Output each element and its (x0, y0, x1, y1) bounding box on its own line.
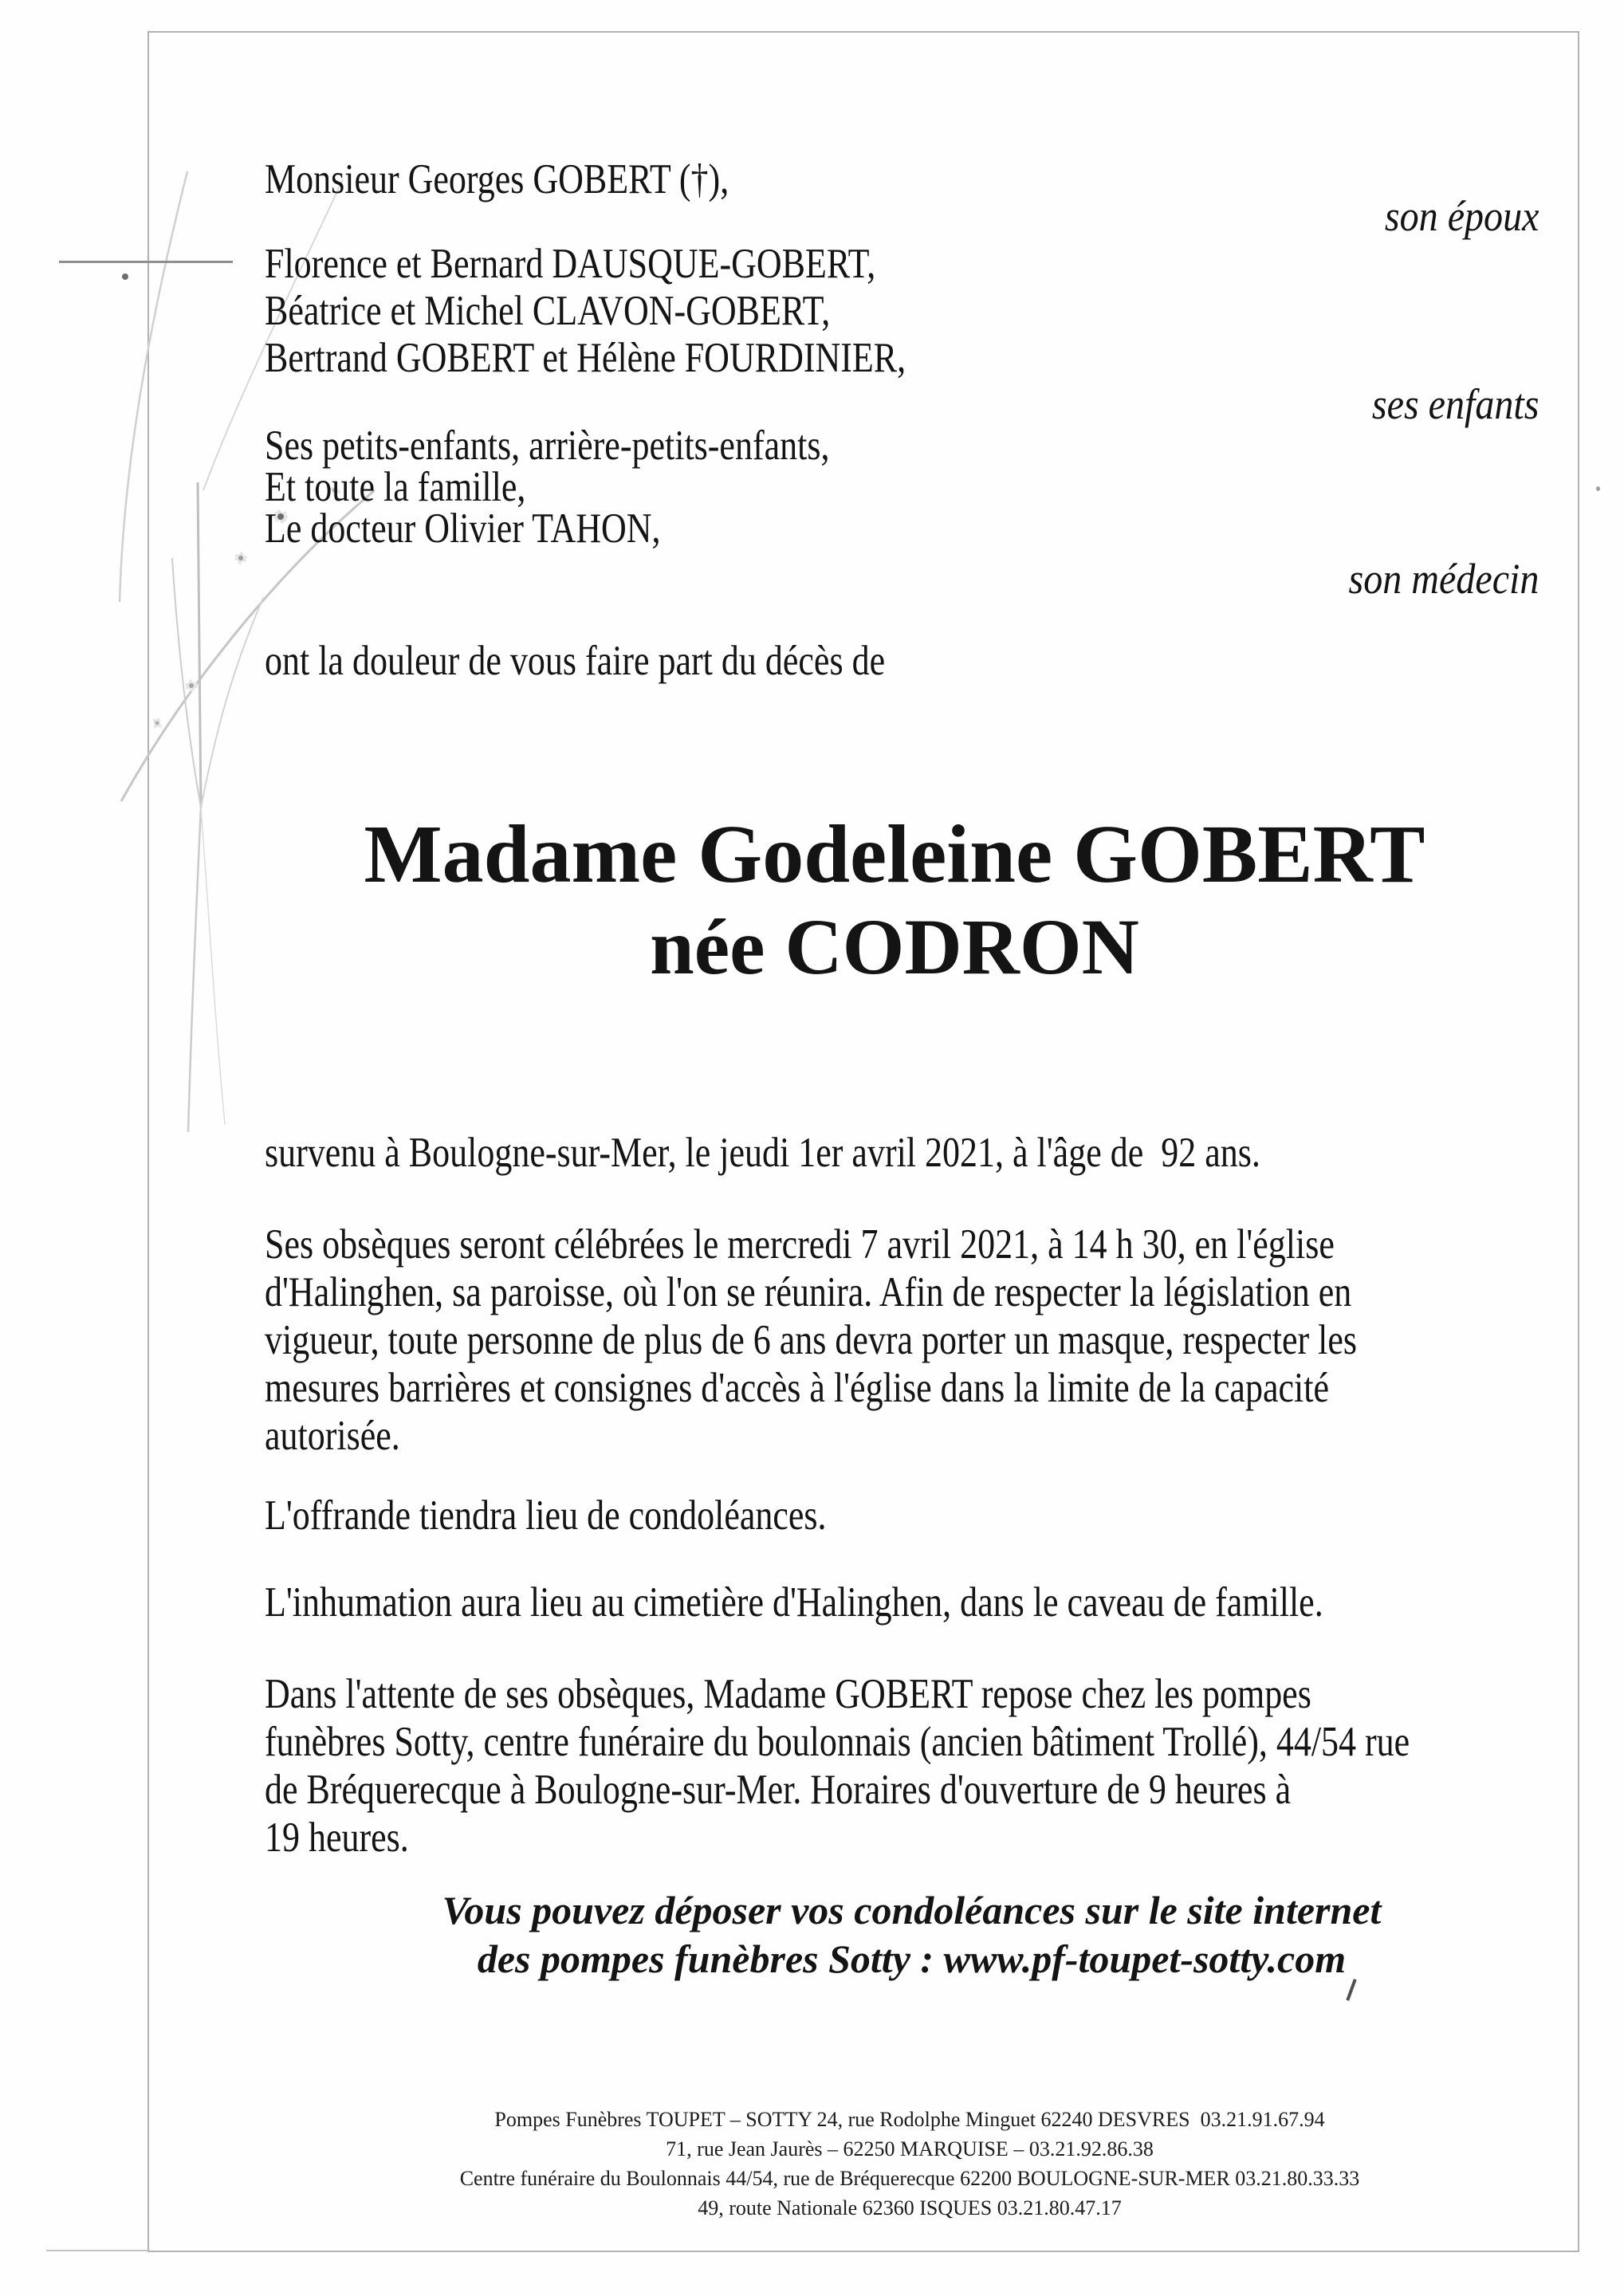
ceremony-line: autorisée. (265, 1413, 400, 1459)
footer-address-line: 71, rue Jean Jaurès – 62250 MARQUISE – 03.21.92.86.38 (666, 2137, 1154, 2160)
ceremony-line: Ses obsèques seront célébrées le mercredi 7 avril 2021, à 14 h 30, en l'église (265, 1221, 1335, 1268)
repose-line: 19 heures. (265, 1814, 409, 1861)
repose-paragraph (265, 1670, 1410, 1862)
offering-line: L'offrande tiendra lieu de condoléances. (265, 1492, 827, 1539)
footer-address-line: Pompes Funèbres TOUPET – SOTTY 24, rue Rodolphe Minguet 62240 DESVRES 03.21.91.67.94 (494, 2108, 1325, 2131)
ceremony-line: d'Halinghen, sa paroisse, où l'on se réunira. Afin de respecter la législation en (265, 1269, 1352, 1315)
role-label-doctor: son médecin (1348, 555, 1539, 603)
scan-edge-line (46, 2250, 150, 2251)
role-label-husband: son époux (1384, 192, 1539, 240)
scan-speck (122, 273, 128, 280)
blossom (151, 717, 163, 729)
announcement-line: ont la douleur de vous faire part du décès de (265, 638, 886, 684)
repose-line: Dans l'attente de ses obsèques, Madame GOBERT repose chez les pompes (265, 1671, 1311, 1717)
child-line: Bertrand GOBERT et Hélène FOURDINIER, (265, 335, 906, 381)
family-line: Ses petits-enfants, arrière-petits-enfants, (265, 423, 830, 469)
condolences-note-line: des pompes funèbres Sotty : www.pf-toupet-sotty.com (477, 1936, 1347, 1981)
deceased-name-title: Madame Godeleine GOBERT (364, 808, 1425, 900)
condolences-note (199, 1886, 1624, 1983)
repose-line: funèbres Sotty, centre funéraire du boulonnais (ancien bâtiment Trollé), 44/54 rue (265, 1719, 1410, 1765)
repose-line: de Bréquerecque à Boulogne-sur-Mer. Horaires d'ouverture de 9 heures à (265, 1767, 1292, 1813)
blossom (185, 679, 199, 693)
role-label-children: ses enfants (1371, 380, 1539, 428)
condolences-note-line: Vous pouvez déposer vos condoléances sur le site internet (442, 1888, 1382, 1932)
ceremony-line: mesures barrières et consignes d'accès à l'église dans la limite de la capacité (265, 1365, 1329, 1411)
child-line: Florence et Bernard DAUSQUE-GOBERT, (265, 241, 876, 287)
maiden-name-title: née CODRON (650, 902, 1139, 991)
family-line: Et toute la famille, (265, 464, 526, 510)
footer-address-line: Centre funéraire du Boulonnais 44/54, rue de Bréquerecque 62200 BOULOGNE-SUR-MER 03.21.80.33.33 (459, 2167, 1360, 2190)
death-details-line: survenu à Boulogne-sur-Mer, le jeudi 1er avril 2021, à l'âge de 92 ans. (265, 1130, 1260, 1176)
funeral-home-footer (195, 2105, 1624, 2223)
blossom (234, 552, 248, 565)
husband-name-line: Monsieur Georges GOBERT (†), (265, 156, 729, 202)
ceremony-line: vigueur, toute personne de plus de 6 ans devra porter un masque, respecter les (265, 1317, 1358, 1363)
burial-line: L'inhumation aura lieu au cimetière d'Halinghen, dans le caveau de famille. (265, 1579, 1323, 1626)
crop-mark-line (59, 261, 233, 263)
footer-address-line: 49, route Nationale 62360 ISQUES 03.21.80.47.17 (698, 2196, 1122, 2219)
scan-speck (1596, 486, 1600, 491)
ceremony-paragraph (265, 1221, 1357, 1460)
doctor-line: Le docteur Olivier TAHON, (265, 505, 661, 552)
child-line: Béatrice et Michel CLAVON-GOBERT, (265, 288, 831, 334)
